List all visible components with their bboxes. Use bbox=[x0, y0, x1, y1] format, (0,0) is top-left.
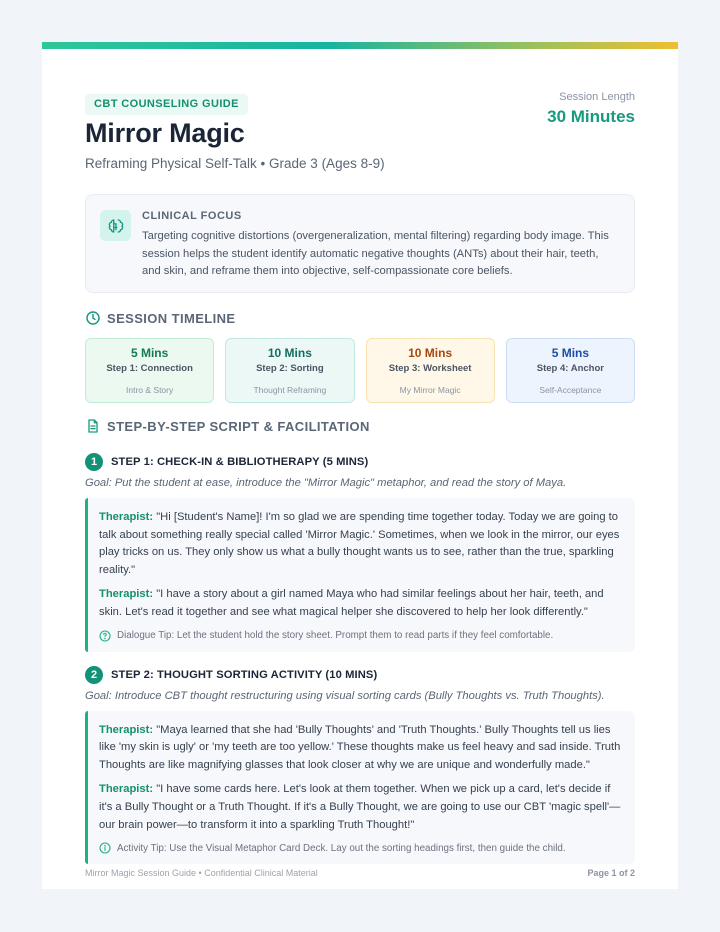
guide-tag: CBT COUNSELING GUIDE bbox=[85, 94, 248, 115]
timeline-card-description: Intro & Story bbox=[126, 385, 174, 395]
timeline-card-duration: 10 Mins bbox=[408, 346, 453, 360]
step-goal: Goal: Introduce CBT thought restructuring using visual sorting cards (Bully Thoughts vs. Truth Thoughts). bbox=[85, 689, 605, 702]
activity-tip bbox=[99, 842, 625, 854]
timeline-card-duration: 5 Mins bbox=[551, 346, 590, 360]
session-length-label: Session Length bbox=[559, 91, 635, 103]
step-goal: Goal: Put the student at ease, introduce the "Mirror Magic" metaphor, and read the story of Maya. bbox=[85, 477, 567, 489]
dialogue-text: "I have a story about a girl named Maya who had similar feelings about her hair, teeth, and skin. Let's read it together and see what magical helper she discovered to help her look differently." bbox=[99, 588, 604, 618]
dialogue-tip bbox=[99, 630, 625, 642]
page-subtitle: Reframing Physical Self-Talk • Grade 3 (Ages 8-9) bbox=[85, 156, 385, 171]
header bbox=[85, 49, 635, 185]
step-heading bbox=[85, 666, 635, 684]
dialogue-text: "Hi [Student's Name]! I'm so glad we are spending time together today. Today we are going to talk about something really special called 'Mirror Magic.' Sometimes, when we look in the mirror, our eyes play tricks on us. They only show us what a bully thought wants us to see, rather than the true, sparkling reality." bbox=[99, 511, 620, 576]
timeline-card-duration: 5 Mins bbox=[130, 346, 169, 360]
session-length-value: 30 Minutes bbox=[547, 107, 635, 126]
script-heading-label: STEP-BY-STEP SCRIPT & FACILITATION bbox=[107, 418, 370, 434]
timeline-card bbox=[366, 338, 495, 403]
brain-icon bbox=[100, 210, 131, 241]
timeline-card bbox=[85, 338, 214, 403]
timeline-heading bbox=[85, 307, 635, 329]
timeline-card-step: Step 4: Anchor bbox=[536, 363, 604, 374]
step-title: STEP 2: THOUGHT SORTING ACTIVITY (10 MINS) bbox=[111, 668, 378, 681]
speaker-label: Therapist: bbox=[99, 723, 154, 736]
script-line bbox=[99, 722, 625, 775]
timeline-card-description: Thought Reframing bbox=[253, 385, 327, 395]
script-line bbox=[99, 586, 625, 621]
dialogue-text: "Maya learned that she had 'Bully Thoughts' and 'Truth Thoughts.' Bully Thoughts tell us lies like 'my skin is ugly' or 'my teeth are too yellow.' These thoughts make us feel heavy and sad inside. Truth Thoughts are like magnifying glasses that look closer at why we are unique and wonderfully made." bbox=[99, 723, 621, 771]
timeline-card-step: Step 2: Sorting bbox=[256, 363, 324, 374]
timeline-card bbox=[506, 338, 635, 403]
timeline-card-step: Step 1: Connection bbox=[106, 363, 193, 374]
timeline-card bbox=[225, 338, 354, 403]
page-footer bbox=[85, 868, 635, 878]
step-title: STEP 1: CHECK-IN & BIBLIOTHERAPY (5 MINS) bbox=[111, 456, 369, 468]
document-icon bbox=[85, 418, 101, 434]
step-number-badge: 1 bbox=[85, 453, 103, 471]
clock-icon bbox=[85, 310, 101, 326]
script-box bbox=[85, 711, 635, 865]
script-heading bbox=[85, 415, 635, 437]
session-length bbox=[547, 91, 635, 127]
session-timeline bbox=[85, 338, 635, 403]
question-circle-icon bbox=[99, 630, 111, 642]
page-number: Page 1 of 2 bbox=[587, 868, 635, 878]
clinical-focus-title: CLINICAL FOCUS bbox=[142, 210, 242, 222]
page-title: Mirror Magic bbox=[85, 118, 245, 148]
activity-tip-text: Activity Tip: Use the Visual Metaphor Card Deck. Lay out the sorting headings first, then guide the child. bbox=[117, 842, 566, 854]
speaker-label: Therapist: bbox=[99, 511, 154, 523]
clinical-focus-box bbox=[85, 194, 635, 293]
step-heading bbox=[85, 453, 635, 471]
script-box bbox=[85, 498, 635, 652]
script-line bbox=[99, 781, 625, 834]
script-line bbox=[99, 509, 625, 579]
timeline-card-duration: 10 Mins bbox=[267, 346, 312, 360]
clinical-focus-text: Targeting cognitive distortions (overgeneralization, mental filtering) regarding body image. This session helps the student identify automatic negative thoughts (ANTs) about their hair, teeth, and skin, and reframe them into objective, self-compassionate core beliefs. bbox=[142, 230, 609, 277]
footer-text: Mirror Magic Session Guide • Confidential Clinical Material bbox=[85, 868, 318, 878]
info-circle-icon bbox=[99, 842, 111, 854]
timeline-card-step: Step 3: Worksheet bbox=[388, 363, 472, 374]
dialogue-text: "I have some cards here. Let's look at them together. When we pick up a card, let's decide if it's a Bully Thought or a Truth Thought. If it's a Bully Thought, we are going to use our CBT 'magic spell'—our brain power—to transform it into a sparkling Truth Thought!" bbox=[99, 783, 621, 831]
dialogue-tip-text: Dialogue Tip: Let the student hold the story sheet. Prompt them to read parts if they feel comfortable. bbox=[117, 630, 554, 642]
accent-bar bbox=[42, 42, 678, 49]
timeline-heading-label: SESSION TIMELINE bbox=[107, 310, 236, 326]
timeline-card-description: My Mirror Magic bbox=[399, 385, 461, 395]
document-page bbox=[42, 42, 678, 889]
speaker-label: Therapist: bbox=[99, 783, 154, 796]
step-number-badge: 2 bbox=[85, 666, 103, 684]
timeline-card-description: Self-Acceptance bbox=[539, 385, 602, 395]
speaker-label: Therapist: bbox=[99, 588, 154, 601]
